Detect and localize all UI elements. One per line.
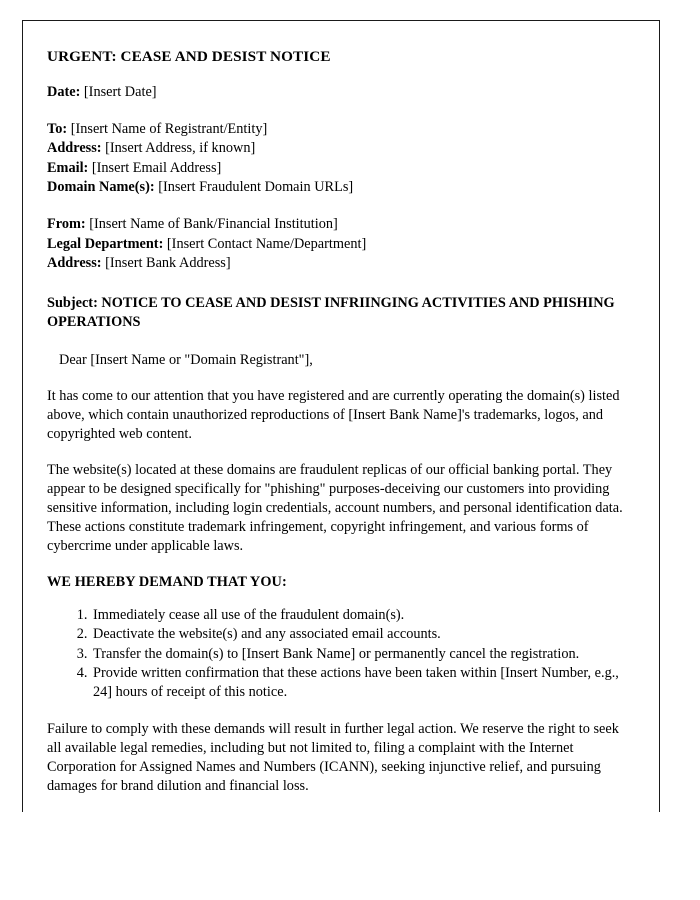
subject-line	[47, 294, 625, 332]
recipient-to-line	[47, 120, 625, 139]
sender-address-line	[47, 254, 625, 273]
recipient-email-value: [Insert Email Address]	[91, 159, 222, 176]
demand-list-item: 2. Deactivate the website(s) and any associated email accounts.	[91, 625, 625, 644]
subject-label: Subject:	[47, 294, 98, 311]
sender-legal-department-value: [Insert Contact Name/Department]	[166, 235, 367, 252]
recipient-domain-line	[47, 178, 625, 197]
recipient-domain-value: [Insert Fraudulent Domain URLs]	[158, 178, 354, 195]
body-paragraph-2: The website(s) located at these domains are fraudulent replicas of our official banking portal. They appear to be designed specifically for "phishing" purposes-deceiving our customers into providing sensitive information, including login credentials, account numbers, and personal identification data. These actions constitute trademark infringement, copyright infringement, and various forms of cybercrime under applicable laws.	[47, 461, 623, 555]
recipient-email-line	[47, 159, 625, 178]
recipient-email-label: Email:	[47, 159, 89, 176]
sender-address-label: Address:	[47, 255, 102, 272]
recipient-address-value: [Insert Address, if known]	[105, 140, 256, 157]
demand-list	[47, 606, 625, 701]
date-line	[47, 83, 625, 102]
demand-list-item: 1. Immediately cease all use of the fraudulent domain(s).	[91, 606, 625, 625]
recipient-to-label: To:	[47, 120, 68, 137]
sender-from-value: [Insert Name of Bank/Financial Institution]	[89, 216, 338, 233]
body-paragraph-1: It has come to our attention that you have registered and are currently operating the domain(s) listed above, which contain unauthorized reproductions of [Insert Bank Name]'s trademarks, logos, and copyrighted web content.	[47, 387, 620, 442]
closing-paragraph: Failure to comply with these demands will result in further legal action. We reserve the right to seek all available legal remedies, including but not limited to, filing a complaint with the Internet Corporation for Assigned Names and Numbers (ICANN), seeking injunctive relief, and pursuing damages for brand dilution and financial loss.	[47, 720, 619, 794]
page-title: URGENT: CEASE AND DESIST NOTICE	[47, 48, 331, 65]
recipient-domain-label: Domain Name(s):	[47, 178, 155, 195]
sender-block	[47, 215, 625, 273]
sender-legal-department-line	[47, 235, 625, 254]
document-page	[22, 20, 660, 812]
salutation: Dear [Insert Name or "Domain Registrant"],	[59, 351, 313, 368]
sender-from-label: From:	[47, 216, 86, 233]
sender-from-line	[47, 215, 625, 234]
date-label: Date:	[47, 84, 81, 101]
subject-value: NOTICE TO CEASE AND DESIST INFRIINGING ACTIVITIES AND PHISHING OPERATIONS	[47, 294, 615, 330]
document-body	[47, 47, 625, 813]
date-value: [Insert Date]	[83, 84, 157, 101]
demand-heading: WE HEREBY DEMAND THAT YOU:	[47, 574, 287, 591]
sender-address-value: [Insert Bank Address]	[105, 255, 231, 272]
recipient-address-label: Address:	[47, 140, 102, 157]
recipient-address-line	[47, 139, 625, 158]
recipient-to-value: [Insert Name of Registrant/Entity]	[70, 120, 268, 137]
date-block	[47, 83, 625, 102]
recipient-block	[47, 120, 625, 198]
demand-list-item: 3. Transfer the domain(s) to [Insert Bank Name] or permanently cancel the registration.	[91, 645, 625, 664]
demand-list-item: 4. Provide written confirmation that these actions have been taken within [Insert Number, e.g., 24] hours of receipt of this notice.	[91, 664, 625, 702]
sender-legal-department-label: Legal Department:	[47, 235, 164, 252]
